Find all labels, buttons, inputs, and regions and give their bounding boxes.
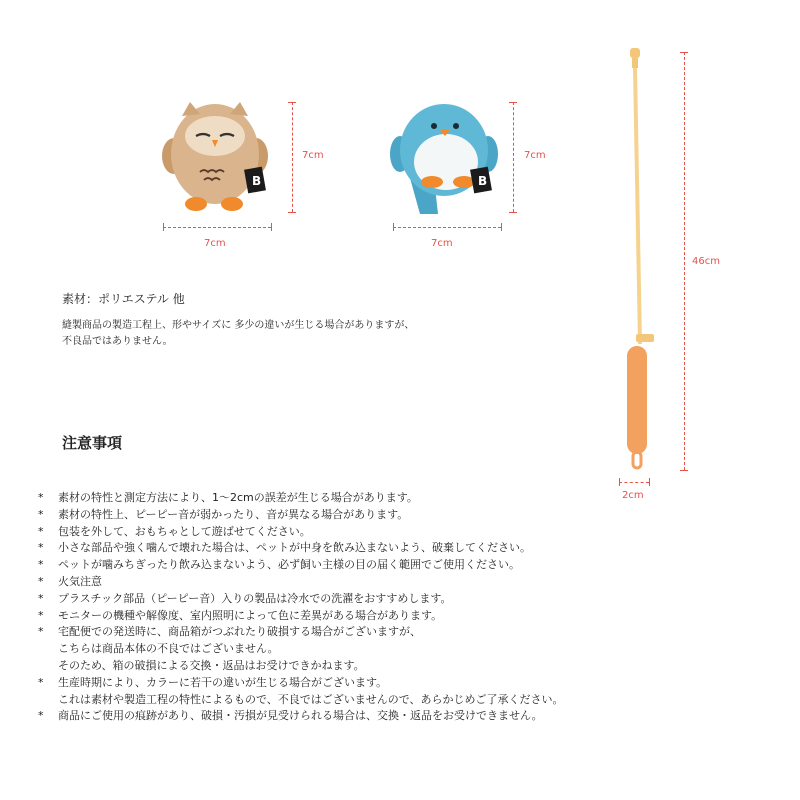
bullet-star: * bbox=[38, 507, 44, 521]
wand-grip-cap-right bbox=[649, 478, 650, 486]
caution-item bbox=[38, 708, 778, 725]
caution-item-text: 包装を外して、おもちゃとして遊ばせてください。 bbox=[58, 524, 311, 538]
owl-height-cap-bottom bbox=[288, 212, 296, 213]
wand-length-label: 46cm bbox=[692, 256, 720, 267]
caution-item-text: 素材の特性と測定方法により、1〜2cmの誤差が生じる場合があります。 bbox=[58, 491, 418, 504]
material-note-line: 不良品ではありません。 bbox=[62, 336, 173, 347]
bullet-star: * bbox=[38, 591, 44, 605]
owl-width-line bbox=[163, 227, 271, 228]
caution-list bbox=[38, 490, 778, 725]
owl-height-cap-top bbox=[288, 102, 296, 103]
caution-item-text: モニターの機種や解像度、室内照明によって色に差異がある場合があります。 bbox=[58, 608, 443, 622]
wand-length-cap-top bbox=[680, 52, 688, 53]
owl-height-label: 7cm bbox=[302, 150, 324, 161]
bullet-star: * bbox=[38, 625, 44, 639]
penguin-tag-letter: B bbox=[478, 174, 488, 188]
caution-item-text: 素材の特性上、ピーピー音が弱かったり、音が異なる場合があります。 bbox=[58, 507, 409, 521]
bullet-star: * bbox=[38, 491, 44, 504]
owl-width-label: 7cm bbox=[204, 238, 226, 249]
material-note bbox=[62, 318, 532, 350]
caution-item bbox=[38, 524, 778, 541]
bullet-star: * bbox=[38, 524, 44, 538]
owl-toy-image bbox=[160, 96, 270, 216]
caution-item-text: プラスチック部品（ピーピー音）入りの製品は冷水での洗濯をおすすめします。 bbox=[58, 591, 452, 605]
bullet-star: * bbox=[38, 675, 44, 689]
caution-item-text: 火気注意 bbox=[58, 574, 102, 588]
caution-item bbox=[38, 507, 778, 524]
penguin-toy-image bbox=[390, 98, 500, 220]
wand-length-line bbox=[684, 52, 685, 470]
penguin-height-line bbox=[513, 102, 514, 212]
owl-tag-letter: B bbox=[252, 174, 262, 188]
caution-title: 注意事項 bbox=[62, 434, 123, 452]
caution-item-text: 商品にご使用の痕跡があり、破損・汚損が見受けられる場合は、交換・返品をお受けできません。 bbox=[58, 709, 543, 723]
penguin-width-label: 7cm bbox=[431, 238, 453, 249]
bullet-star: * bbox=[38, 709, 44, 723]
owl-height-line bbox=[292, 102, 293, 212]
caution-item bbox=[38, 540, 778, 557]
wand-image bbox=[612, 44, 662, 484]
bullet-star: * bbox=[38, 574, 44, 588]
material-title: 素材：ポリエステル 他 bbox=[62, 292, 185, 306]
caution-item-text: ペットが噛みちぎったり飲み込まないよう、必ず飼い主様の目の届く範囲でご使用ください。 bbox=[58, 558, 520, 572]
penguin-height-label: 7cm bbox=[524, 150, 546, 161]
caution-item-text: 生産時期により、カラーに若干の違いが生じる場合がございます。 これは素材や製造工程の特性によるもので、不良ではございませんので、あらかじめご了承ください。 bbox=[58, 675, 564, 706]
wand-grip-line bbox=[619, 482, 649, 483]
caution-item bbox=[38, 591, 778, 608]
caution-item bbox=[38, 490, 778, 507]
penguin-width-line bbox=[393, 227, 501, 228]
bullet-star: * bbox=[38, 558, 44, 572]
owl-width-cap-left bbox=[163, 223, 164, 231]
bullet-star: * bbox=[38, 608, 44, 622]
penguin-height-cap-bottom bbox=[509, 212, 517, 213]
caution-item bbox=[38, 675, 778, 709]
caution-item bbox=[38, 574, 778, 591]
penguin-width-cap-left bbox=[393, 223, 394, 231]
wand-grip-cap-left bbox=[619, 478, 620, 486]
penguin-height-cap-top bbox=[509, 102, 517, 103]
wand-grip-label: 2cm bbox=[622, 490, 644, 501]
caution-item-text: 小さな部品や強く噛んで壊れた場合は、ペットが中身を飲み込まないよう、破棄してください。 bbox=[58, 541, 531, 555]
caution-item bbox=[38, 624, 778, 674]
bullet-star: * bbox=[38, 541, 44, 555]
wand-length-cap-bottom bbox=[680, 470, 688, 471]
owl-width-cap-right bbox=[271, 223, 272, 231]
caution-item bbox=[38, 608, 778, 625]
caution-item bbox=[38, 557, 778, 574]
material-note-line: 縫製商品の製造工程上、形やサイズに 多少の違いが生じる場合がありますが、 bbox=[62, 320, 415, 331]
caution-item-text: 宅配便での発送時に、商品箱がつぶれたり破損する場合がございますが、 こちらは商品本体の不良ではございません。 そのため、箱の破損による交換・返品はお受けできかねます。 bbox=[58, 625, 421, 672]
penguin-width-cap-right bbox=[501, 223, 502, 231]
